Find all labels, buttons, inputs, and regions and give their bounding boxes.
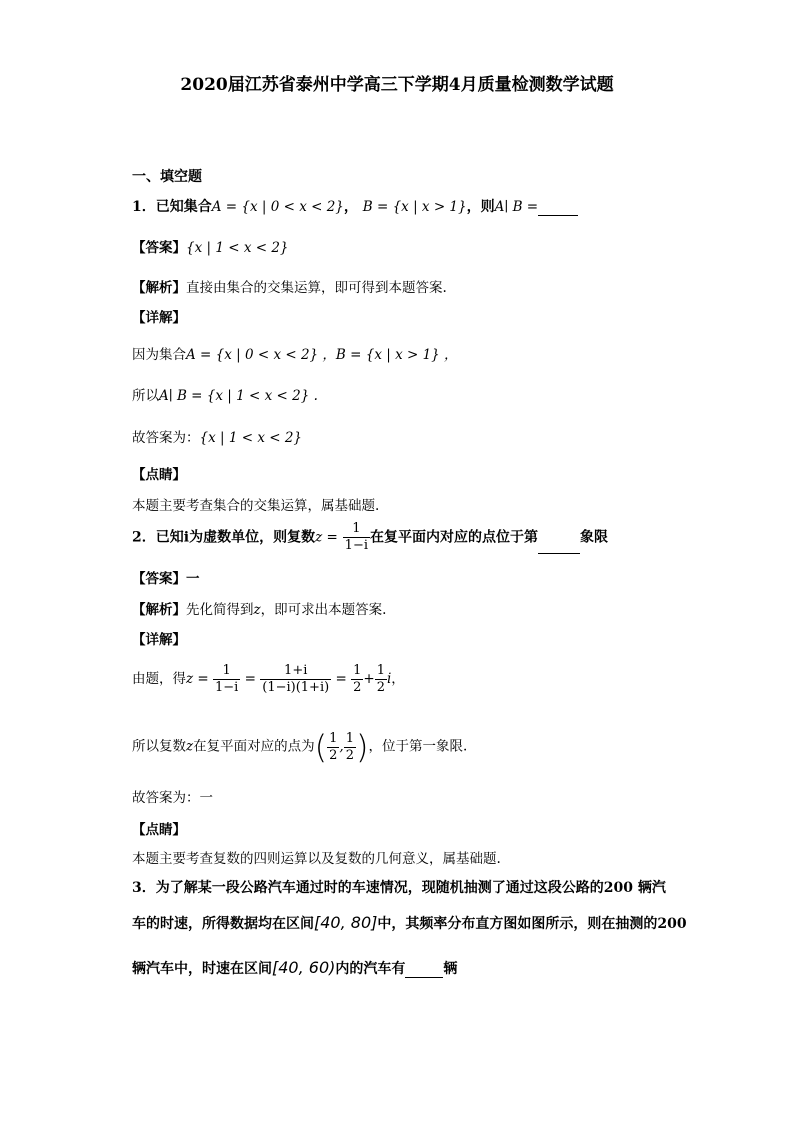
numerator: 1: [213, 663, 240, 680]
answer-label: 【答案】: [132, 240, 186, 256]
fraction: [213, 663, 240, 696]
page-title: 2020届江苏省泰州中学高三下学期4月质量检测数学试题: [180, 75, 614, 95]
comment-label: 【点睛】: [132, 467, 186, 483]
stem-text: 已知i为虚数单位，则复数: [155, 529, 316, 546]
stem-text: 车的时速，所得数据均在区间: [132, 916, 314, 932]
interval-expression: [40, 80]: [314, 913, 378, 932]
fraction: [327, 731, 339, 764]
detail-line-3: [132, 426, 302, 446]
right-paren: ): [355, 728, 369, 766]
numerator: 1: [376, 663, 385, 678]
variable-z: z: [186, 738, 194, 755]
stem-text: 内的汽车有: [335, 961, 406, 977]
denominator: 2: [353, 680, 362, 695]
section-heading: 一、填空题: [132, 169, 202, 185]
comment-text: 本题主要考查集合的交集运算，属基础题.: [132, 498, 380, 514]
answer-blank: [538, 201, 578, 216]
denominator: (1−i)(1+i): [262, 680, 330, 695]
analysis-text: 直接由集合的交集运算，即可得到本题答案.: [186, 280, 447, 296]
fraction: [351, 663, 363, 696]
detail-text: 所以: [132, 388, 159, 404]
detail-math: A = {x | 0 < x < 2} ，B = {x | x > 1} ，: [186, 347, 458, 363]
question-3-line-2: [132, 913, 687, 933]
detail-text: ，位于第一象限.: [368, 738, 468, 755]
numerator: 1+i: [260, 663, 331, 680]
answer-value: 一: [186, 571, 200, 587]
question-1-stem: [132, 196, 578, 216]
set-b-expression: B = {x | x > 1}: [362, 199, 467, 215]
answer-blank: [538, 539, 580, 554]
answer-blank: [405, 963, 443, 978]
fraction: [343, 521, 370, 554]
z-equals: z =: [186, 671, 209, 687]
denominator: 1−i: [215, 680, 239, 695]
fraction: [375, 663, 387, 696]
detail-line-3: 故答案为：一: [132, 790, 213, 806]
fraction: [260, 663, 331, 696]
numerator: 1: [343, 521, 370, 538]
imaginary-unit: i: [386, 671, 392, 687]
comma: ,: [339, 738, 344, 755]
detail-line-2: [132, 728, 467, 766]
detail-math: {x | 1 < x < 2}: [199, 430, 303, 446]
stem-text: 已知集合: [155, 199, 212, 215]
answer-label: 【答案】: [132, 571, 186, 587]
denominator: 2: [329, 747, 338, 763]
analysis-line: [132, 598, 386, 618]
comment-text: 本题主要考查复数的四则运算以及复数的几何意义，属基础题.: [132, 851, 501, 867]
denominator: 2: [345, 747, 354, 763]
left-paren: (: [314, 728, 328, 766]
detail-label: 【详解】: [132, 632, 186, 648]
answer-line: [132, 236, 289, 256]
detail-label: 【详解】: [132, 310, 186, 326]
stem-text: 辆: [443, 961, 458, 977]
equals-sign: =: [335, 671, 347, 687]
numerator: 1: [329, 730, 338, 746]
stem-text: 中，其频率分布直方图如图所示，则在抽测的200: [377, 916, 687, 932]
equals-sign: =: [244, 671, 256, 687]
comma: ，: [343, 199, 358, 215]
stem-text: 为了解某一段公路汽车通过时的车速情况，现随机抽测了通过这段公路的200 辆汽: [155, 880, 666, 896]
comma: ，: [391, 671, 405, 687]
fraction: [344, 731, 356, 764]
intersection-expression: A∣ B =: [494, 199, 539, 215]
analysis-text: ，即可求出本题答案.: [260, 602, 387, 618]
comment-label: 【点睛】: [132, 822, 186, 838]
question-2-stem: [132, 521, 608, 554]
stem-text: 在复平面内对应的点位于第: [370, 529, 538, 546]
numerator: 1: [353, 663, 362, 678]
answer-line: [132, 567, 200, 587]
answer-value: {x | 1 < x < 2}: [186, 240, 289, 256]
stem-text: 辆汽车中，时速在区间: [132, 961, 272, 977]
detail-text: 由题，得: [132, 671, 186, 687]
question-number: 1．: [132, 199, 156, 215]
detail-text: 因为集合: [132, 347, 186, 363]
set-a-expression: A = {x | 0 < x < 2}: [211, 199, 344, 215]
analysis-text: 先化简得到: [186, 602, 254, 618]
denominator: 2: [376, 680, 385, 695]
detail-math: A∣ B = {x | 1 < x < 2} .: [159, 388, 318, 404]
variable-z: z: [253, 602, 261, 618]
denominator: 1−i: [344, 538, 368, 553]
detail-line-1: [132, 343, 458, 363]
analysis-label: 【解析】: [132, 602, 186, 618]
detail-text: 在复平面对应的点为: [193, 738, 315, 755]
detail-text: 故答案为：: [132, 430, 200, 446]
detail-line-1: [132, 663, 405, 696]
stem-text: ，则: [466, 199, 495, 215]
question-3-line-1: [132, 877, 666, 897]
question-number: 3．: [132, 880, 156, 896]
z-equals: z =: [315, 529, 338, 546]
analysis-line: [132, 276, 447, 296]
interval-expression: [40, 60): [272, 958, 336, 977]
detail-line-2: [132, 384, 318, 404]
question-3-line-3: [132, 958, 457, 978]
numerator: 1: [345, 730, 354, 746]
plus-sign: +: [363, 671, 375, 687]
analysis-label: 【解析】: [132, 280, 186, 296]
question-number: 2．: [132, 529, 156, 546]
stem-text: 象限: [580, 529, 608, 546]
detail-text: 所以复数: [132, 738, 186, 755]
